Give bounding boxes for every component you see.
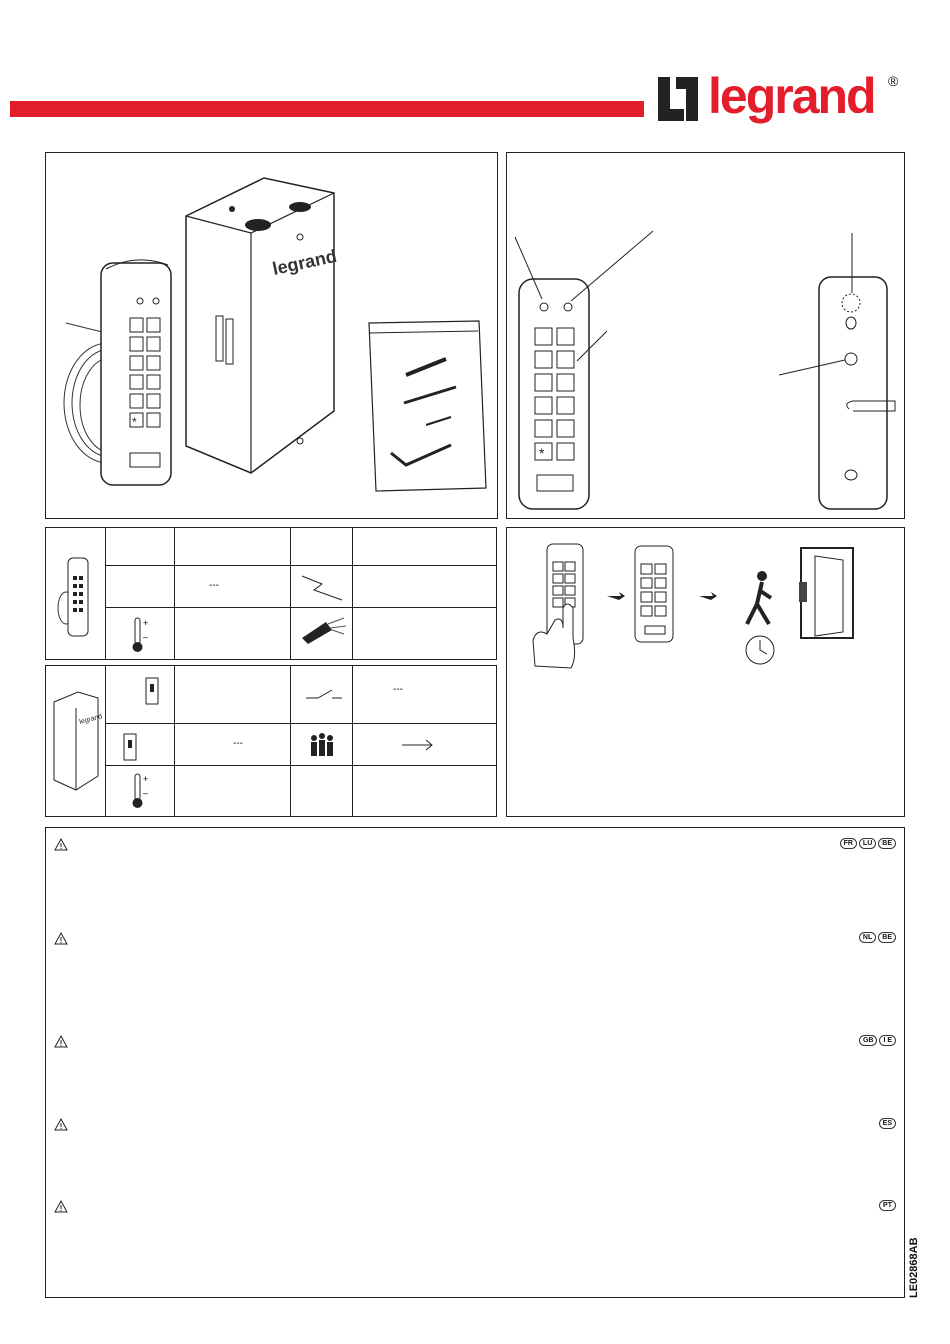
dc-voltage-symbol: --- [209,580,219,591]
spec-table-power-supply [45,665,497,817]
panel-operation-sequence [506,527,905,817]
svg-text:+: + [143,618,149,628]
svg-text:–: – [143,788,149,798]
brand-wordmark: legrand [708,68,875,124]
spec-table-keypad [45,527,497,660]
lang-badge: LU [859,838,876,849]
lang-badge: BE [878,932,896,943]
keypad-thumbnail-icon [54,548,98,640]
header-red-bar [10,101,644,117]
product-box-logo: legrand [270,245,339,279]
language-badges-es [879,1118,896,1129]
power-supply-thumb-logo: legrand [78,713,104,726]
panel-instructions [45,827,905,1298]
lang-badge: NL [859,932,876,943]
language-badges-gb [859,1035,896,1046]
panel-keypad-details [506,152,905,519]
language-badges-nl [859,932,896,943]
lang-badge: I E [879,1035,896,1046]
language-badges-pt [879,1200,896,1211]
lang-badge: GB [859,1035,878,1046]
wireless-signal-icon [298,572,348,602]
users-group-icon [306,732,340,762]
warning-icon [54,1035,68,1048]
relay-switch-icon [304,686,344,706]
cable-strip-icon [298,616,348,646]
svg-text:*: * [539,445,545,461]
lang-badge: BE [878,838,896,849]
lang-badge: FR [840,838,857,849]
electric-strike-icon [142,674,166,708]
svg-text:*: * [132,415,137,429]
lang-badge: ES [879,1118,896,1129]
svg-text:+: + [143,774,149,784]
arrow-icon [400,738,436,752]
power-supply-thumbnail-icon [50,686,104,796]
document-id: LE02868AB [908,1237,920,1298]
warning-icon [54,1118,68,1131]
dc-voltage-symbol-2: --- [233,738,243,749]
keypad-details-illustration [507,153,906,520]
warning-icon [54,838,68,851]
panel-package-contents [45,152,498,519]
operation-sequence-illustration [507,528,906,818]
package-contents-illustration [46,153,499,520]
legrand-logo-mark-icon [656,73,702,125]
registered-mark: ® [888,73,899,89]
thermometer-icon [130,616,152,654]
warning-icon [54,1200,68,1213]
language-badges-fr [840,838,896,849]
svg-text:–: – [143,632,149,642]
dc-voltage-symbol-3: --- [393,684,403,695]
brand-logo [656,68,908,135]
electric-strike-icon-2 [120,730,144,764]
warning-icon [54,932,68,945]
thermometer-icon-2 [130,772,152,810]
lang-badge: PT [879,1200,896,1211]
